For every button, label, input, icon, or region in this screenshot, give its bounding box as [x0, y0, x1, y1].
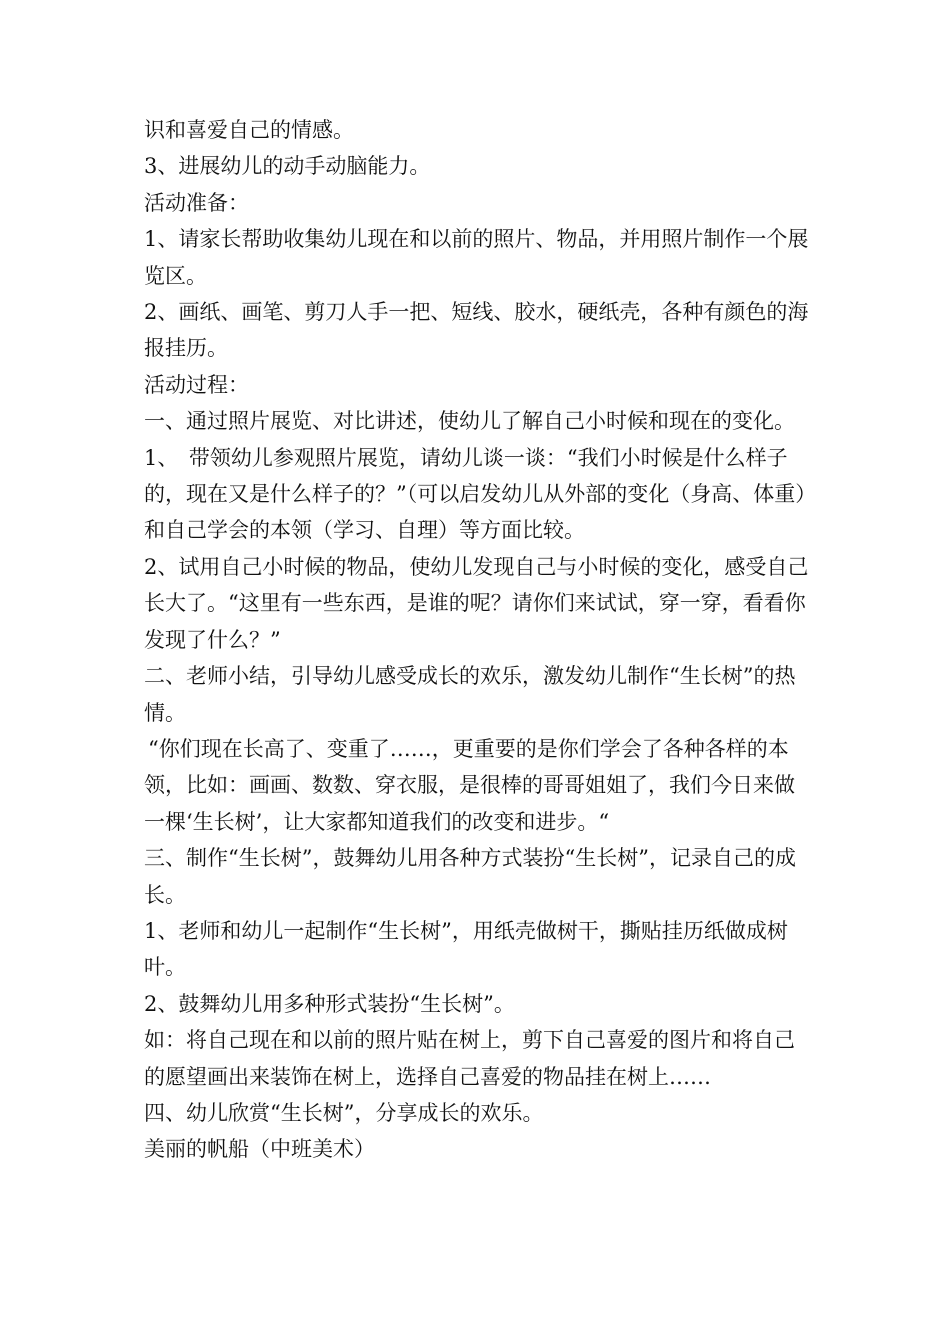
section-heading: 活动准备：	[144, 190, 249, 215]
text-paragraph: 1、请家长帮助收集幼儿现在和以前的照片、物品，并用照片制作一个展览区。	[144, 227, 809, 288]
document-body	[144, 112, 812, 1168]
text-paragraph: 一、通过照片展览、对比讲述，使幼儿了解自己小时候和现在的变化。	[144, 409, 795, 434]
text-paragraph: 1、 带领幼儿参观照片展览，请幼儿谈一谈：“我们小时候是什么样子的，现在又是什么样子的？”（可以启发幼儿从外部的变化（身高、体重）和自己学会的本领（学习、自理）等方面比较。	[144, 445, 806, 543]
section-heading: 活动过程：	[144, 372, 249, 397]
text-paragraph: 3、进展幼儿的动手动脑能力。	[144, 154, 431, 179]
text-paragraph: 二、老师小结，引导幼儿感受成长的欢乐，激发幼儿制作“生长树”的热情。	[144, 664, 796, 725]
text-paragraph: 识和喜爱自己的情感。	[144, 118, 354, 142]
text-paragraph: 1、老师和幼儿一起制作“生长树”，用纸壳做树干，撕贴挂历纸做成树叶。	[144, 918, 788, 980]
text-paragraph: 2、鼓舞幼儿用多种形式装扮“生长树”。	[144, 991, 515, 1016]
text-paragraph: 四、幼儿欣赏“生长树”，分享成长的欢乐。	[144, 1100, 544, 1125]
text-paragraph: 2、画纸、画笔、剪刀人手一把、短线、胶水，硬纸壳，各种有颜色的海报挂历。	[144, 300, 809, 361]
text-paragraph: 2、试用自己小时候的物品，使幼儿发现自己与小时候的变化，感受自己长大了。“这里有一些东西，是谁的呢？请你们来试试，穿一穿，看看你发现了什么？”	[144, 554, 809, 652]
text-paragraph: “你们现在长高了、变重了……，更重要的是你们学会了各种各样的本领，比如：画画、数数、穿衣服，是很棒的哥哥姐姐了，我们今日来做一棵‘生长树’，让大家都知道我们的改变和进步。“	[144, 736, 795, 834]
section-heading: 美丽的帆船（中班美术）	[144, 1137, 375, 1162]
text-paragraph: 如：将自己现在和以前的照片贴在树上，剪下自己喜爱的图片和将自己的愿望画出来装饰在树上，选择自己喜爱的物品挂在树上……	[144, 1028, 795, 1089]
text-paragraph: 三、制作“生长树”，鼓舞幼儿用各种方式装扮“生长树”，记录自己的成长。	[144, 846, 796, 907]
